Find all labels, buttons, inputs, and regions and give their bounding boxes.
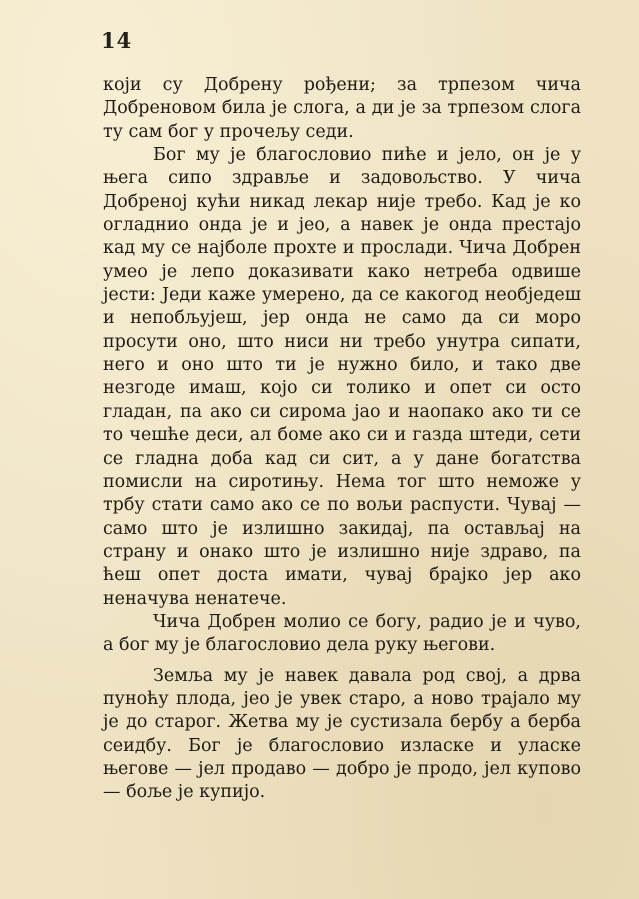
page-number: 14 [101, 28, 133, 53]
paragraph-1: који су Добрену рођени; за трпезом чича Добреновом била је слога, а ди је за трпезом слога ту сам бог у прочељу седи. [103, 75, 581, 142]
paragraph-3: Чича Добрен молио се богу, радио је и чуво, а бог му је благословио дела руку његови. [103, 611, 581, 656]
paragraph-4: Земља му је навек давала род свој, а дрва пуноћу плода, јео је увек старо, а ново трајало му је до старог. Жетва му је сустизала бербу а берба сеидбу. Бог је благословио изласке и уласке његове — јел продаво — добро је продо, јел купово — боље је купијо. [103, 665, 581, 803]
body-text [103, 74, 581, 805]
paragraph-2: Бог му је благословио пиће и јело, он је у њега сипо здравље и задовољство. У чича Добреној кући никад лекар није требо. Кад је ко огладнио онда је и јео, а навек је онда престајо кад му се најболе прохте и прослади. Чича Добрен умео је лепо доказивати како нетреба одвише јести: Једи каже умерено, да се какогод необједеш и непобљујеш, јер онда не само да си моро просути оно, што ниси ни требо унутра сипати, него и оно што ти је нужно било, и тако две незгоде имаш, којо си толико и опет си осто гладан, па ако си сирома јао и наопако ако ти се то чешће деси, ал боме ако си и газда штеди, сети се гладна доба кад си сит, а у дане богатства помисли на сиротињу. Нема тог што неможе у трбу стати само ако се по вољи распусти. Чувај — само што је излишно закидај, па остављај на страну и онако што је излишно није здраво, па ћеш опет доста имати, чувај брајко јер ако неначува ненатече. [103, 145, 581, 609]
